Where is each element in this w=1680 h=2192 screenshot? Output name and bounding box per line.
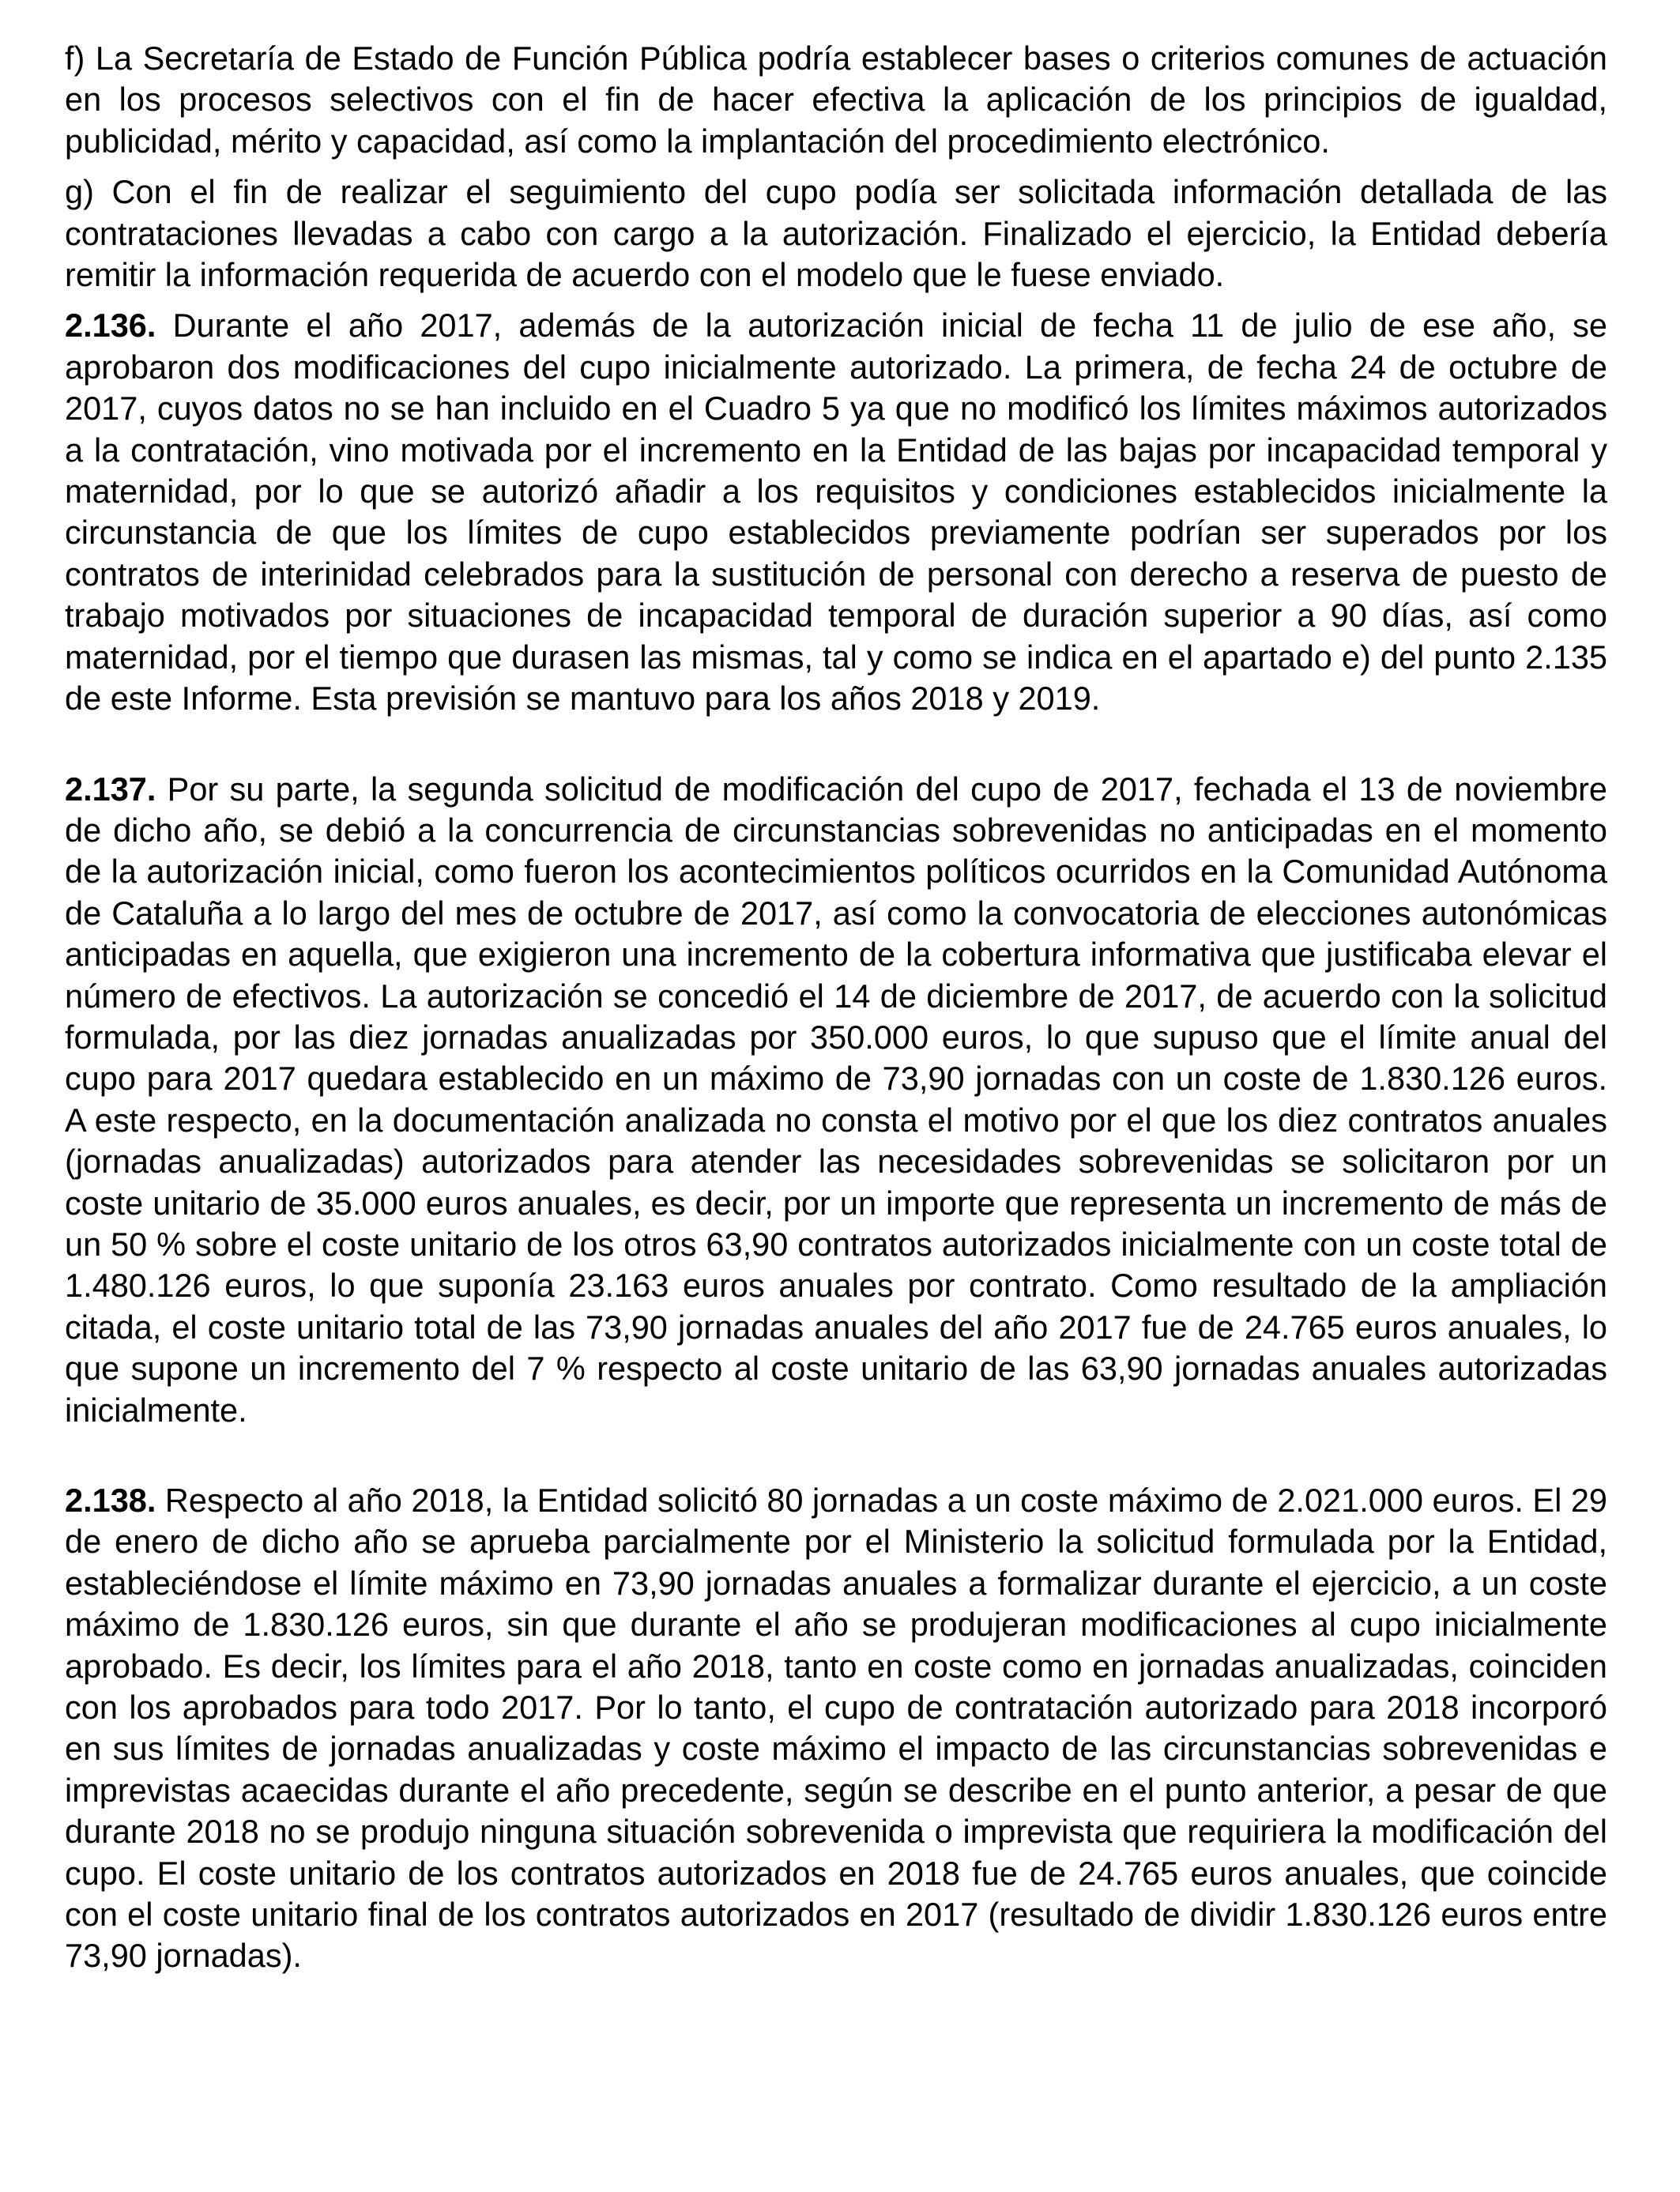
paragraph-2-137 [65,769,1607,1432]
paragraph-f: f) La Secretaría de Estado de Función Pública podría establecer bases o criterios comunes de actuación en los procesos selectivos con el fin de hacer efectiva la aplicación de los principios de igualdad, publicidad, mérito y capacidad, así como la implantación del procedimiento electrónico. [65,40,1607,160]
paragraph-text: Respecto al año 2018, la Entidad solicitó 80 jornadas a un coste máximo de 2.021.000 euros. El 29 de enero de dicho año se aprueba parcialmente por el Ministerio la solicitud formulada por la Entidad, estableciéndose el límite máximo en 73,90 jornadas anuales a formalizar durante el ejercicio, a un coste máximo de 1.830.126 euros, sin que durante el año se produjeran modificaciones al cupo inicialmente aprobado. Es decir, los límites para el año 2018, tanto en coste como en jornadas anualizadas, coinciden con los aprobados para todo 2017. Por lo tanto, el cupo de contratación autorizado para 2018 incorporó en sus límites de jornadas anualizadas y coste máximo el impacto de las circunstancias sobrevenidas e imprevistas acaecidas durante el año precedente, según se describe en el punto anterior, a pesar de que durante 2018 no se produjo ninguna situación sobrevenida o imprevista que requiriera la modificación del cupo. El coste unitario de los contratos autorizados en 2018 fue de 24.765 euros anuales, que coincide con el coste unitario final de los contratos autorizados en 2017 (resultado de dividir 1.830.126 euros entre 73,90 jornadas). [65,1482,1607,1975]
document-page [65,38,1607,1977]
paragraph-number: 2.138. [65,1482,156,1519]
paragraph-2-138 [65,1480,1607,1977]
paragraph-2-136 [65,305,1607,719]
paragraph-text: Por su parte, la segunda solicitud de modificación del cupo de 2017, fechada el 13 de noviembre de dicho año, se debió a la concurrencia de circunstancias sobrevenidas no anticipadas en el momento de la autorización inicial, como fueron los acontecimientos políticos ocurridos en la Comunidad Autónoma de Cataluña a lo largo del mes de octubre de 2017, así como la convocatoria de elecciones autonómicas anticipadas en aquella, que exigieron una incremento de la cobertura informativa que justificaba elevar el número de efectivos. La autorización se concedió el 14 de diciembre de 2017, de acuerdo con la solicitud formulada, por las diez jornadas anualizadas por 350.000 euros, lo que supuso que el límite anual del cupo para 2017 quedara establecido en un máximo de 73,90 jornadas con un coste de 1.830.126 euros. A este respecto, en la documentación analizada no consta el motivo por el que los diez contratos anuales (jornadas anualizadas) autorizados para atender las necesidades sobrevenidas se solicitaron por un coste unitario de 35.000 euros anuales, es decir, por un importe que representa un incremento de más de un 50 % sobre el coste unitario de los otros 63,90 contratos autorizados inicialmente con un coste total de 1.480.126 euros, lo que suponía 23.163 euros anuales por contrato. Como resultado de la ampliación citada, el coste unitario total de las 73,90 jornadas anuales del año 2017 fue de 24.765 euros anuales, lo que supone un incremento del 7 % respecto al coste unitario de las 63,90 jornadas anuales autorizadas inicialmente. [65,770,1607,1429]
paragraph-g: g) Con el fin de realizar el seguimiento del cupo podía ser solicitada información detallada de las contrataciones llevadas a cabo con cargo a la autorización. Finalizado el ejercicio, la Entidad debería remitir la información requerida de acuerdo con el modelo que le fuese enviado. [65,173,1607,294]
paragraph-text: Durante el año 2017, además de la autorización inicial de fecha 11 de julio de ese año, se aprobaron dos modificaciones del cupo inicialmente autorizado. La primera, de fecha 24 de octubre de 2017, cuyos datos no se han incluido en el Cuadro 5 ya que no modificó los límites máximos autorizados a la contratación, vino motivada por el incremento en la Entidad de las bajas por incapacidad temporal y maternidad, por lo que se autorizó añadir a los requisitos y condiciones establecidos inicialmente la circunstancia de que los límites de cupo establecidos previamente podrían ser superados por los contratos de interinidad celebrados para la sustitución de personal con derecho a reserva de puesto de trabajo motivados por situaciones de incapacidad temporal de duración superior a 90 días, así como maternidad, por el tiempo que durasen las mismas, tal y como se indica en el apartado e) del punto 2.135 de este Informe. Esta previsión se mantuvo para los años 2018 y 2019. [65,307,1607,717]
paragraph-number: 2.136. [65,307,156,345]
paragraph-number: 2.137. [65,770,156,808]
